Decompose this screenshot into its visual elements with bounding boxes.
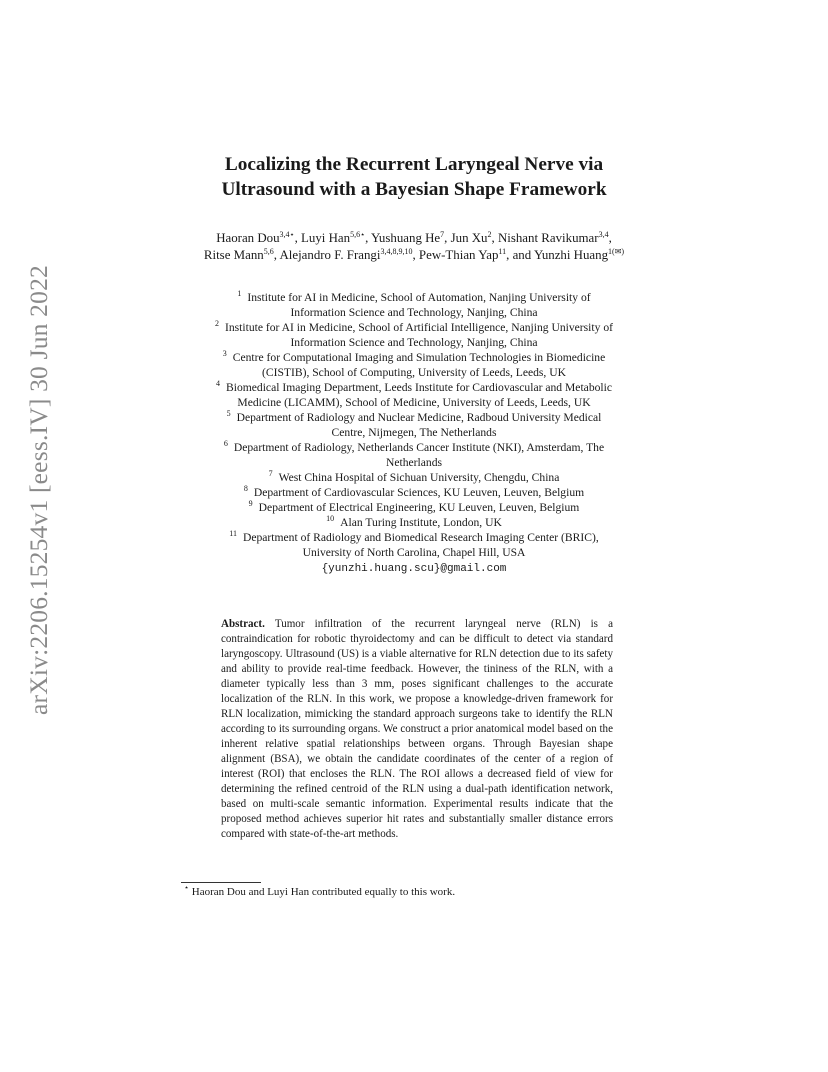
abstract bbox=[221, 617, 613, 842]
affiliation-text: Centre for Computational Imaging and Simulation Technologies in Biomedicine bbox=[232, 351, 606, 364]
author-name: Jun Xu bbox=[450, 231, 488, 245]
affiliation-number: 4 bbox=[215, 379, 220, 388]
paper-title bbox=[150, 152, 678, 202]
author-affiliation-marks: 3,4,8,9,10 bbox=[380, 247, 413, 256]
author-affiliation-marks: 1(✉) bbox=[608, 247, 625, 256]
footnote-text: Haoran Dou and Luyi Han contributed equally to this work. bbox=[191, 886, 456, 898]
affiliation bbox=[160, 380, 668, 410]
affiliation-number: 5 bbox=[226, 409, 231, 418]
arxiv-identifier-text: arXiv:2206.15254v1 [eess.IV] 30 Jun 2022 bbox=[24, 265, 54, 715]
author-separator: , bbox=[365, 231, 372, 245]
author-separator: , bbox=[608, 231, 612, 245]
author-name: Ritse Mann bbox=[203, 248, 264, 262]
affiliation bbox=[160, 485, 668, 500]
affiliation-text: Department of Radiology, Netherlands Cancer Institute (NKI), Amsterdam, The bbox=[233, 441, 605, 454]
affiliation-number: 6 bbox=[223, 439, 228, 448]
affiliation-text: Department of Cardiovascular Sciences, KU Leuven, Leuven, Belgium bbox=[253, 486, 585, 499]
author-name: Yushuang He bbox=[371, 231, 441, 245]
contact bbox=[160, 560, 668, 577]
affiliation-number: 7 bbox=[268, 469, 273, 478]
author-affiliation-marks: 5,6⋆ bbox=[350, 230, 366, 239]
author-affiliation-marks: 3,4 bbox=[598, 230, 609, 239]
author-affiliation-marks: 3,4⋆ bbox=[279, 230, 295, 239]
affiliation-number: 3 bbox=[222, 349, 227, 358]
affiliation-text: West China Hospital of Sichuan University, Chengdu, China bbox=[278, 471, 560, 484]
footnote-mark: ⋆ bbox=[184, 883, 190, 892]
affiliation-number: 1 bbox=[237, 289, 242, 298]
affiliation-text: Biomedical Imaging Department, Leeds Institute for Cardiovascular and Metabolic bbox=[225, 381, 612, 394]
affiliation-number: 2 bbox=[215, 319, 219, 328]
affiliation bbox=[160, 320, 668, 350]
author-name: Pew-Thian Yap bbox=[418, 248, 499, 262]
author-separator: , bbox=[273, 248, 280, 262]
author bbox=[534, 248, 624, 262]
abstract-text: Tumor infiltration of the recurrent laryngeal nerve (RLN) is a contraindication for robotic thyroidectomy and can be difficult to detect via standard laryngoscopy. Ultrasound (US) is a viable alternative for RLN detection due to its safety and ability to provide real-time feedback. However, the tininess of the RLN, with a diameter typically less than 3 mm, poses significant challenges to the accurate localization of the RLN. In this work, we propose a knowledge-driven framework for RLN localization, mimicking the standard approach surgeons take to identify the RLN according to its surrounding organs. We construct a prior anatomical model based on the inherent relative spatial relationships between organs. Through Bayesian shape alignment (BSA), we obtain the candidate coordinates of the center of a region of interest (ROI) that encloses the RLN. The ROI allows a decreased field of view for determining the refined centroid of the RLN using a dual-path identification network, based on multi-scale semantic information. Experimental results indicate that the proposed method achieves superior hit rates and substantially smaller distance errors compared with state-of-the-art methods. bbox=[221, 618, 613, 840]
author bbox=[451, 231, 498, 245]
affiliation bbox=[160, 410, 668, 440]
author-affiliation-marks: 11 bbox=[498, 247, 507, 256]
affiliation bbox=[160, 440, 668, 470]
paper-title-line-2: Ultrasound with a Bayesian Shape Framework bbox=[221, 179, 607, 200]
affiliation-text: Medicine (LICAMM), School of Medicine, University of Leeds, Leeds, UK bbox=[237, 396, 591, 409]
affiliation-text: Department of Radiology and Biomedical Research Imaging Center (BRIC), bbox=[242, 531, 599, 544]
author-separator: , bbox=[294, 231, 302, 245]
author bbox=[371, 231, 451, 245]
affiliation-number: 9 bbox=[248, 499, 253, 508]
author-affiliation-marks: 2 bbox=[487, 230, 492, 239]
affiliation-text: University of North Carolina, Chapel Hill, USA bbox=[302, 546, 526, 559]
affiliation-number: 11 bbox=[229, 529, 237, 538]
affiliation bbox=[160, 470, 668, 485]
author-separator: , bbox=[444, 231, 451, 245]
author-name: Luyi Han bbox=[301, 231, 351, 245]
affiliation-text: Institute for AI in Medicine, School of Artificial Intelligence, Nanjing University of bbox=[225, 321, 613, 334]
affiliation-text: Information Science and Technology, Nanjing, China bbox=[290, 336, 538, 349]
affiliation-text: Department of Radiology and Nuclear Medicine, Radboud University Medical bbox=[236, 411, 602, 424]
author bbox=[419, 248, 534, 262]
author bbox=[204, 248, 280, 262]
affiliation-text: Netherlands bbox=[385, 456, 443, 469]
author-affiliation-marks: 7 bbox=[440, 230, 445, 239]
author-list bbox=[165, 230, 663, 264]
affiliation-text: Information Science and Technology, Nanjing, China bbox=[290, 306, 538, 319]
affiliation bbox=[160, 515, 668, 530]
contact-email[interactable]: {yunzhi.huang.scu}@gmail.com bbox=[321, 563, 507, 575]
affiliation-text: Alan Turing Institute, London, UK bbox=[340, 516, 502, 529]
affiliation bbox=[160, 350, 668, 380]
author-name: Yunzhi Huang bbox=[533, 248, 609, 262]
footnote-rule bbox=[181, 882, 261, 883]
author-name: Alejandro F. Frangi bbox=[279, 248, 381, 262]
author-separator: , and bbox=[506, 248, 534, 262]
author-separator: , bbox=[412, 248, 419, 262]
affiliation-text: (CISTIB), School of Computing, University of Leeds, Leeds, UK bbox=[262, 366, 566, 379]
arxiv-identifier bbox=[22, 265, 56, 715]
affiliation bbox=[160, 500, 668, 515]
author-separator: , bbox=[491, 231, 498, 245]
affiliation bbox=[160, 290, 668, 320]
paper-title-line-1: Localizing the Recurrent Laryngeal Nerve via bbox=[224, 154, 604, 175]
affiliation-list bbox=[160, 290, 668, 577]
affiliation-text: Centre, Nijmegen, The Netherlands bbox=[331, 426, 497, 439]
author bbox=[279, 248, 418, 262]
affiliation-text: Institute for AI in Medicine, School of Automation, Nanjing University of bbox=[247, 291, 591, 304]
author-name: Haoran Dou bbox=[216, 231, 280, 245]
affiliation bbox=[160, 530, 668, 560]
abstract-heading: Abstract. bbox=[221, 618, 265, 630]
affiliation-number: 10 bbox=[326, 514, 335, 523]
footnote bbox=[184, 885, 455, 900]
affiliation-text: Department of Electrical Engineering, KU Leuven, Leuven, Belgium bbox=[258, 501, 580, 514]
author-name: Nishant Ravikumar bbox=[497, 231, 599, 245]
author-affiliation-marks: 5,6 bbox=[263, 247, 274, 256]
author bbox=[216, 231, 301, 245]
author bbox=[301, 231, 371, 245]
affiliation-number: 8 bbox=[243, 484, 248, 493]
author bbox=[498, 231, 612, 245]
